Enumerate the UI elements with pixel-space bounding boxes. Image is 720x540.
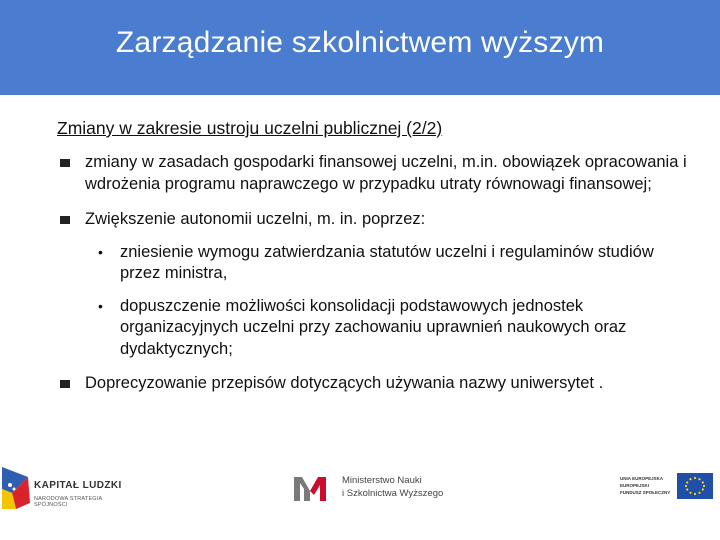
bullet-list — [58, 152, 698, 395]
kapital-ludzki-logo — [2, 463, 127, 513]
eu-line-1: UNIA EUROPEJSKA — [620, 476, 664, 481]
sub-bullet-item — [58, 242, 698, 285]
sub-bullet-text: dopuszczenie możliwości konsolidacji podstawowych jednostek organizacyjnych uczelni przy zachowaniu uprawnień naukowych oraz dydaktycznych; — [120, 296, 627, 358]
square-bullet-icon — [60, 380, 70, 388]
ministry-emblem-icon — [292, 473, 328, 503]
square-bullet-icon — [60, 159, 70, 167]
kapital-ludzki-flag-icon — [2, 463, 32, 513]
ministry-line-1: Ministerstwo Nauki — [342, 475, 422, 486]
title-bar — [0, 0, 720, 95]
bullet-item — [58, 373, 698, 395]
page-title: Zarządzanie szkolnictwem wyższym — [115, 25, 605, 59]
kapital-ludzki-subtitle: NARODOWA STRATEGIA SPÓJNOŚCI — [34, 496, 103, 508]
kapital-ludzki-title: KAPITAŁ LUDZKI — [34, 480, 122, 491]
ministry-line-2: i Szkolnictwa Wyższego — [342, 488, 444, 499]
eu-caption — [620, 475, 670, 496]
square-bullet-icon — [60, 216, 70, 224]
dot-bullet-icon: • — [98, 297, 103, 314]
bullet-text: zmiany w zasadach gospodarki finansowej uczelni, m.in. obowiązek opracowania i wdrożenia programu naprawczego w przypadku utraty równowagi finansowej; — [85, 153, 687, 193]
ministry-name — [342, 474, 443, 500]
dot-bullet-icon: • — [98, 243, 103, 260]
sub-bullet-item — [58, 296, 698, 361]
logo-footer — [0, 455, 720, 525]
eu-logo — [615, 470, 715, 510]
bullet-text: Doprecyzowanie przepisów dotyczących używania nazwy uniwersytet . — [85, 374, 604, 392]
ministry-logo — [292, 470, 452, 510]
eu-line-3: FUNDUSZ SPOŁECZNY — [620, 490, 671, 495]
eu-line-2: EUROPEJSKI — [620, 483, 650, 488]
eu-flag-icon — [677, 473, 713, 499]
bullet-item — [58, 209, 698, 231]
bullet-item — [58, 152, 698, 195]
sub-bullet-text: zniesienie wymogu zatwierdzania statutów uczelni i regulaminów studiów przez ministra, — [120, 242, 654, 282]
slide-subtitle: Zmiany w zakresie ustroju uczelni publicznej (2/2) — [57, 118, 443, 138]
bullet-text: Zwiększenie autonomii uczelni, m. in. poprzez: — [85, 210, 426, 228]
